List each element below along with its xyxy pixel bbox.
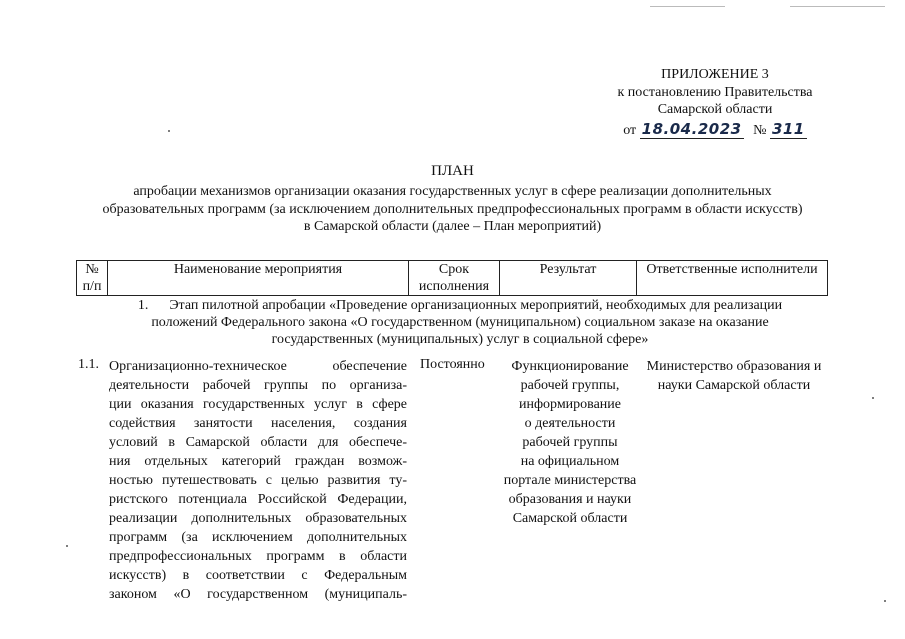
header-responsible-text: Ответственные исполнители bbox=[646, 262, 818, 277]
name-line: предпрофессиональных программ в области bbox=[109, 549, 407, 564]
row-term: Постоянно bbox=[420, 357, 485, 372]
header-result bbox=[500, 261, 637, 296]
name-line: условий в Самарской области для обеспече- bbox=[109, 435, 407, 450]
result-line: Самарской области bbox=[512, 511, 628, 526]
result-line: рабочей группы, bbox=[520, 378, 620, 393]
appendix-block bbox=[560, 66, 870, 139]
stage-line: положений Федерального закона «О государственном (муниципальном) социальном заказе на оказание bbox=[151, 315, 769, 330]
header-num-line-1: № bbox=[85, 262, 99, 277]
result-line: на официальном bbox=[520, 454, 620, 469]
scan-dot bbox=[66, 545, 68, 547]
number-label: № bbox=[753, 122, 767, 138]
appendix-title: ПРИЛОЖЕНИЕ 3 bbox=[661, 67, 769, 82]
appendix-date-line bbox=[560, 121, 870, 140]
row-name bbox=[109, 357, 407, 604]
scan-dot bbox=[884, 600, 886, 602]
result-line: информирование bbox=[518, 397, 622, 412]
scan-line bbox=[650, 6, 725, 7]
header-name-text: Наименование мероприятия bbox=[173, 262, 343, 277]
header-term bbox=[409, 261, 500, 296]
result-line: рабочей группы bbox=[522, 435, 618, 450]
header-num-line-2: п/п bbox=[82, 279, 102, 294]
header-term-line-1: Срок bbox=[438, 262, 470, 277]
header-result-text: Результат bbox=[539, 262, 597, 277]
stage-line: государственных (муниципальных) услуг в социальной сфере» bbox=[271, 332, 649, 347]
result-line: образования и науки bbox=[508, 492, 632, 507]
handwritten-number: 311 bbox=[771, 119, 805, 138]
name-line: Организационно-техническое обеспечение bbox=[109, 359, 407, 374]
handwritten-date: 18.04.2023 bbox=[641, 119, 742, 138]
responsible-line: науки Самарской области bbox=[657, 378, 811, 393]
from-label: от bbox=[623, 122, 637, 138]
stage-heading bbox=[100, 297, 820, 348]
name-line: реализации дополнительных образовательных bbox=[109, 511, 407, 526]
scan-line bbox=[790, 6, 885, 7]
row-responsible bbox=[640, 357, 828, 395]
name-line: ристского потенциала Российской Федерации, bbox=[109, 492, 407, 507]
header-num bbox=[77, 261, 108, 296]
subtitle-line: апробации механизмов организации оказания государственных услуг в сфере реализации дополнительных bbox=[133, 184, 772, 199]
scan-dot bbox=[168, 130, 170, 132]
name-line: искусств) в соответствии с Федеральным bbox=[109, 568, 407, 583]
table-header bbox=[76, 260, 828, 296]
name-line: ции оказания государственных услуг в сфере bbox=[109, 397, 407, 412]
result-line: Функционирование bbox=[511, 359, 629, 374]
subtitle-line: образовательных программ (за исключением дополнительных предпрофессиональных программ в области искусств) bbox=[102, 201, 803, 217]
appendix-line-2: к постановлению Правительства bbox=[617, 84, 813, 100]
subtitle-line: в Самарской области (далее – План мероприятий) bbox=[303, 219, 602, 234]
name-line: программ (за исключением дополнительных bbox=[109, 530, 407, 545]
result-line: портале министерства bbox=[503, 473, 637, 488]
name-line: ностью путешествовать с целью развития ту- bbox=[109, 473, 407, 488]
stage-line: 1. Этап пилотной апробации «Проведение организационных мероприятий, необходимых для реализации bbox=[137, 298, 783, 313]
name-line: ния отдельных категорий граждан возмож- bbox=[109, 454, 407, 469]
name-line: деятельности рабочей группы по организа- bbox=[109, 378, 407, 393]
header-name bbox=[108, 261, 409, 296]
name-line: законом «О государственном (муниципаль- bbox=[109, 587, 407, 602]
row-result bbox=[500, 357, 640, 528]
name-line: содействия занятости населения, создания bbox=[109, 416, 407, 431]
plan-title: ПЛАН bbox=[431, 163, 474, 179]
row-number: 1.1. bbox=[78, 357, 99, 372]
scan-dot bbox=[872, 397, 874, 399]
plan-subtitle bbox=[60, 183, 845, 236]
result-line: о деятельности bbox=[524, 416, 616, 431]
header-term-line-2: исполнения bbox=[418, 279, 490, 294]
header-responsible bbox=[637, 261, 828, 296]
responsible-line: Министерство образования и bbox=[646, 359, 822, 374]
appendix-line-3: Самарской области bbox=[657, 102, 773, 117]
